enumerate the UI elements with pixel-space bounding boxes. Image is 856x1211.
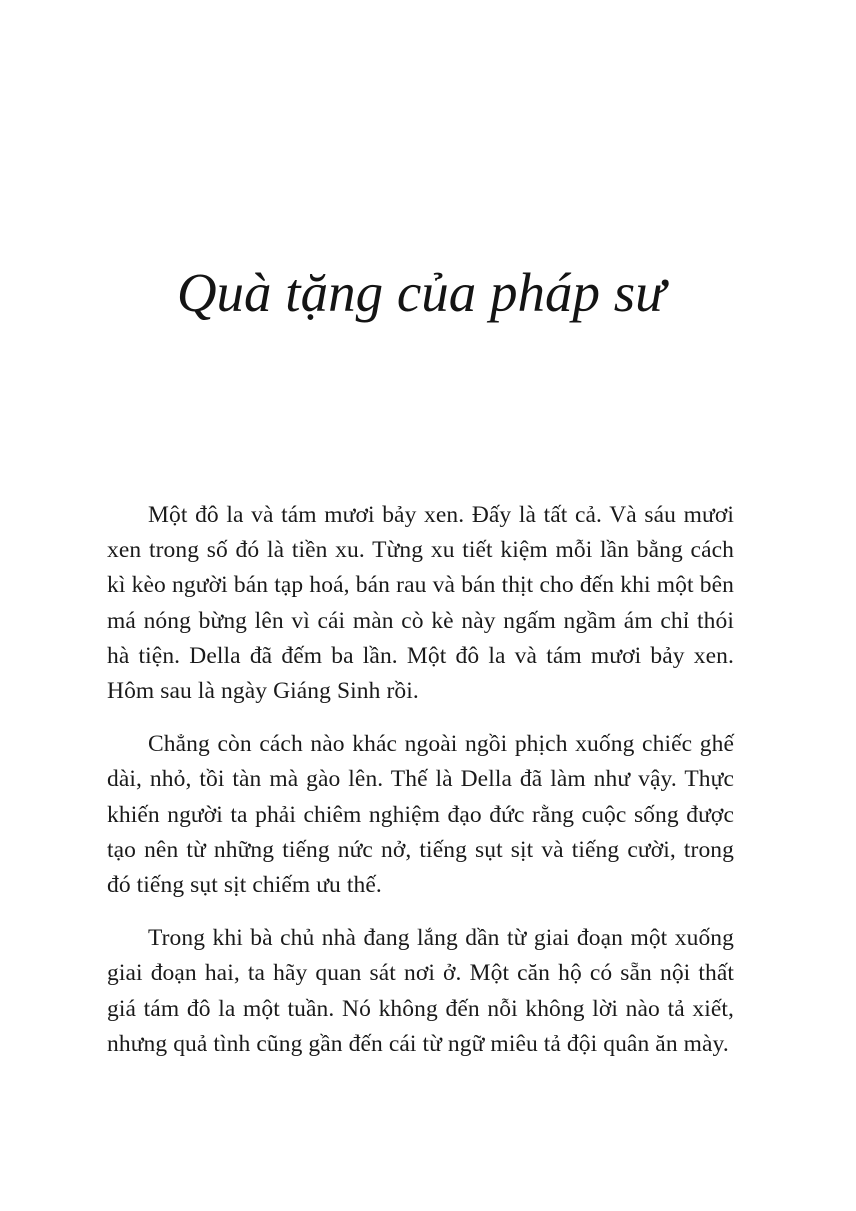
paragraph-2: Chẳng còn cách nào khác ngoài ngồi phịch xuống chiếc ghế dài, nhỏ, tồi tàn mà gào lên. Thế là Della đã làm như vậy. Thực khiến người ta phải chiêm nghiệm đạo đức rằng cuộc sống được tạo nên từ những tiếng nức nở, tiếng sụt sịt và tiếng cười, trong đó tiếng sụt sịt chiếm ưu thế.: [107, 731, 734, 899]
paragraph-3: Trong khi bà chủ nhà đang lắng dần từ giai đoạn một xuống giai đoạn hai, ta hãy quan sát nơi ở. Một căn hộ có sẵn nội thất giá tám đô la một tuần. Nó không đến nỗi không lời nào tả xiết, nhưng quả tình cũng gần đến cái từ ngữ miêu tả đội quân ăn mày.: [107, 925, 734, 1057]
chapter-title: Quà tặng của pháp sư: [176, 262, 666, 323]
paragraph-1: Một đô la và tám mươi bảy xen. Đấy là tất cả. Và sáu mươi xen trong số đó là tiền xu. Từng xu tiết kiệm mỗi lần bằng cách kì kèo người bán tạp hoá, bán rau và bán thịt cho đến khi một bên má nóng bừng lên vì cái màn cò kè này ngấm ngầm ám chỉ thói hà tiện. Della đã đếm ba lần. Một đô la và tám mươi bảy xen. Hôm sau là ngày Giáng Sinh rồi.: [107, 502, 734, 705]
chapter-body: [107, 498, 734, 1080]
